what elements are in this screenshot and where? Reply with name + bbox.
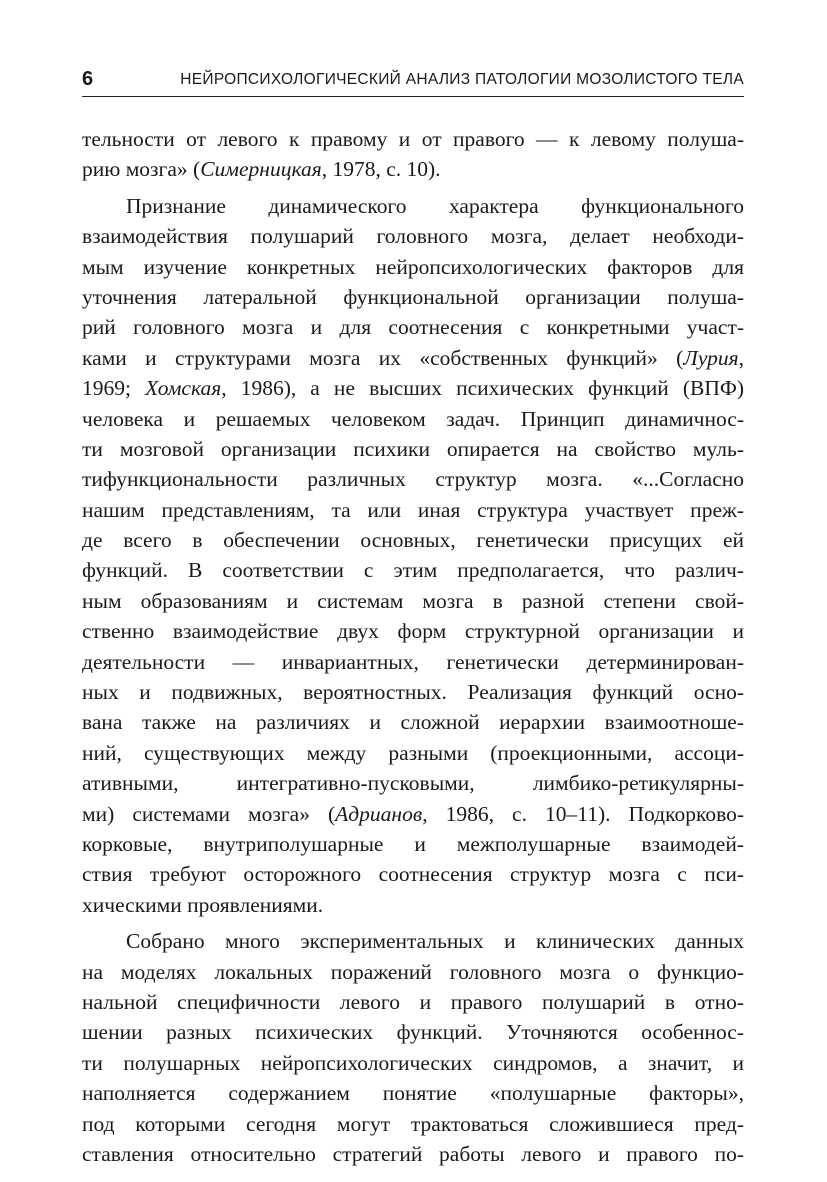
text-line [82, 616, 744, 646]
text-run: , 1986, с. 10–11). Подкорково- [422, 801, 744, 826]
text-line [82, 221, 744, 251]
running-header [82, 66, 744, 97]
text-run: , 1978, с. 10). [321, 157, 441, 182]
text-line [82, 1109, 744, 1139]
text-line [82, 957, 744, 987]
text-line [82, 124, 744, 154]
text-line [82, 282, 744, 312]
text-line [82, 1048, 744, 1078]
text-line [82, 191, 744, 221]
text-line [82, 525, 744, 555]
text-run: рий головного мозга и для соотнесения с конкретными участ- [82, 315, 744, 340]
text-run: взаимодействия полушарий головного мозга, делает необходи- [82, 224, 744, 249]
text-line [82, 252, 744, 282]
citation-author: Хомская [145, 376, 222, 401]
text-run: ний, существующих между разными (проекционными, ассоци- [82, 740, 744, 765]
text-line [82, 738, 744, 768]
text-run: , [738, 345, 744, 370]
text-run: мым изучение конкретных нейропсихологических факторов для [82, 254, 744, 279]
text-line [82, 647, 744, 677]
text-line [82, 1139, 744, 1169]
text-run: ным образованиям и системам мозга в разной степени свой- [82, 588, 744, 613]
text-run: ками и структурами мозга их «собственных функций» ( [82, 345, 684, 370]
text-line [82, 343, 744, 373]
citation-author: Лурия [683, 345, 739, 370]
text-run: 1969; [82, 376, 146, 401]
text-line [82, 1078, 744, 1108]
text-line [82, 312, 744, 342]
text-line [82, 707, 744, 737]
text-line [82, 829, 744, 859]
text-run: Признание динамического характера функционального [126, 193, 744, 218]
text-line [82, 859, 744, 889]
paragraph [82, 191, 744, 920]
paragraph [82, 124, 744, 185]
citation-author: Адрианов [335, 801, 423, 826]
text-line [82, 404, 744, 434]
text-run: нальной специфичности левого и правого полушарий в отно- [82, 989, 744, 1014]
text-line [82, 677, 744, 707]
text-line [82, 373, 744, 403]
text-line [82, 926, 744, 956]
text-line [82, 555, 744, 585]
text-run: нашим представлениям, та или иная структура участвует преж- [82, 497, 744, 522]
text-run: ственно взаимодействие двух форм структурной организации и [82, 619, 744, 644]
text-run: ативными, интегративно-пусковыми, лимбико-ретикулярны- [82, 771, 744, 796]
text-run: человека и решаемых человеком задач. Принцип динамичнос- [82, 406, 744, 431]
text-run: , 1986), а не высших психических функций (ВПФ) [221, 376, 744, 401]
text-line [82, 1017, 744, 1047]
paragraph [82, 926, 744, 1169]
text-line [82, 495, 744, 525]
text-line [82, 586, 744, 616]
text-run: под которыми сегодня могут трактоваться сложившиеся пред- [82, 1111, 744, 1136]
text-run: ми) системами мозга» ( [82, 801, 336, 826]
page-number: 6 [82, 68, 94, 90]
text-line [82, 464, 744, 494]
text-run: функций. В соответствии с этим предполагается, что различ- [82, 558, 744, 583]
text-line [82, 434, 744, 464]
text-run: корковые, внутриполушарные и межполушарные взаимодей- [82, 831, 744, 856]
text-line [82, 768, 744, 798]
body-text [82, 124, 744, 1169]
text-line [82, 987, 744, 1017]
text-run: тельности от левого к правому и от правого — к левому полуша- [82, 127, 744, 151]
text-run: рию мозга» ( [82, 157, 201, 182]
running-title: НЕЙРОПСИХОЛОГИЧЕСКИЙ АНАЛИЗ ПАТОЛОГИИ МОЗОЛИСТОГО ТЕЛА [180, 71, 744, 88]
text-run: Собрано много экспериментальных и клинических данных [126, 929, 744, 954]
text-run: ставления относительно стратегий работы левого и правого по- [82, 1141, 744, 1166]
text-run: хическими проявлениями. [82, 892, 324, 917]
text-line [82, 154, 744, 184]
text-run: шении разных психических функций. Уточняются особеннос- [82, 1020, 744, 1045]
text-run: ти полушарных нейропсихологических синдромов, а значит, и [82, 1050, 744, 1075]
text-run: наполняется содержанием понятие «полушарные факторы», [82, 1081, 744, 1106]
text-run: уточнения латеральной функциональной организации полуша- [82, 284, 744, 309]
text-run: тифункциональности различных структур мозга. «...Согласно [82, 467, 744, 492]
text-run: ти мозговой организации психики опирается на свойство муль- [82, 436, 744, 461]
text-run: ствия требуют осторожного соотнесения структур мозга с пси- [82, 862, 744, 887]
text-run: на моделях локальных поражений головного мозга о функцио- [82, 959, 744, 984]
text-line [82, 890, 744, 920]
text-run: вана также на различиях и сложной иерархии взаимоотноше- [82, 710, 744, 735]
text-line [82, 799, 744, 829]
text-run: ных и подвижных, вероятностных. Реализация функций осно- [82, 680, 744, 705]
citation-author: Симерницкая [200, 157, 322, 182]
text-run: де всего в обеспечении основных, генетически присущих ей [82, 528, 744, 553]
text-run: деятельности — инвариантных, генетически детерминирован- [82, 649, 744, 674]
